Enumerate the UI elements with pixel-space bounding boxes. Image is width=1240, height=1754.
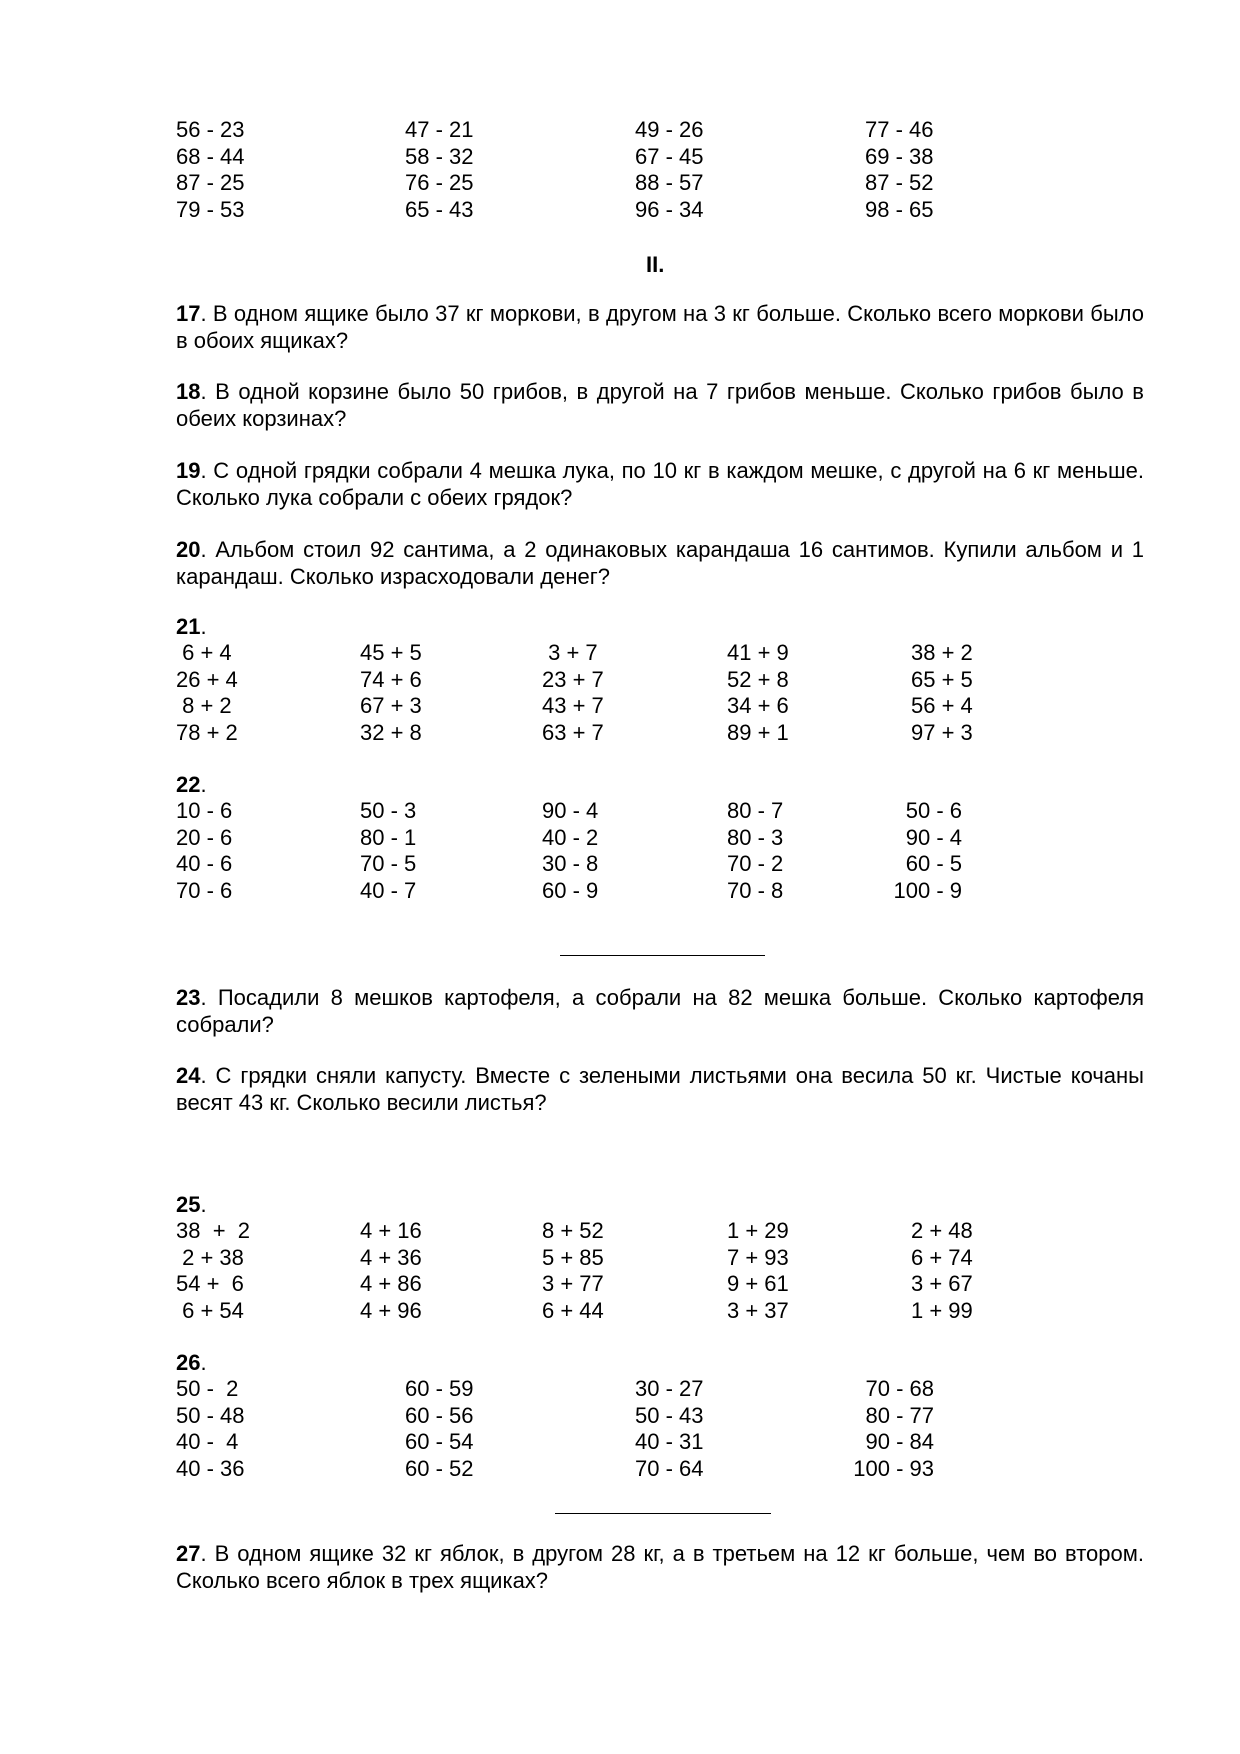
grid-row (176, 1244, 973, 1272)
expression: 50 - 48 (176, 1402, 245, 1428)
expression: 68 - 44 (176, 143, 245, 169)
expression: 100 - 9 (893, 877, 962, 903)
expression: 80 - 1 (360, 824, 417, 850)
grid-row (176, 640, 973, 667)
expression: 54 + 6 (176, 1271, 244, 1296)
expression: 65 + 5 (911, 666, 973, 692)
expression: 74 + 6 (360, 666, 422, 692)
problem-24 (176, 1062, 1144, 1116)
grid-row (176, 143, 934, 171)
expression: 38 + 2 (176, 1218, 251, 1243)
expression: 89 + 1 (727, 719, 789, 745)
problem-number: 20 (176, 537, 201, 562)
expression: 58 - 32 (405, 143, 474, 169)
expression: 56 + 4 (911, 693, 973, 718)
expression: 26 + 4 (176, 666, 238, 692)
expression: 70 - 2 (727, 851, 784, 876)
problem-text: . С грядки сняли капусту. Вместе с зелеными листьями она весила 50 кг. Чистые кочаны весят 43 кг. Сколько весили листья? (176, 1063, 1144, 1115)
expression: 1 + 99 (911, 1297, 973, 1323)
expression: 41 + 9 (727, 640, 789, 665)
expression: 56 - 23 (176, 117, 245, 142)
expression: 60 - 52 (405, 1455, 474, 1481)
expression: 3 + 7 (542, 640, 598, 665)
expression: 90 - 4 (542, 798, 599, 823)
problem-17 (176, 300, 1144, 354)
grid-row (176, 1402, 934, 1430)
expression: 70 - 6 (176, 877, 233, 903)
exercise-21-grid (176, 640, 973, 746)
expression: 6 + 74 (911, 1244, 973, 1270)
expression: 2 + 48 (911, 1218, 973, 1243)
expression: 40 - 6 (176, 851, 233, 876)
expression: 30 - 27 (635, 1376, 704, 1401)
expression: 97 + 3 (911, 719, 973, 745)
problem-text: . В одной корзине было 50 грибов, в другой на 7 грибов меньше. Сколько грибов было в обеих корзинах? (176, 379, 1144, 431)
expression: 3 + 77 (542, 1271, 604, 1296)
expression: 6 + 44 (542, 1297, 604, 1323)
problem-number: 19 (176, 458, 201, 483)
expression: 70 - 5 (360, 851, 417, 876)
expression: 50 - 3 (360, 798, 417, 823)
expression: 7 + 93 (727, 1244, 789, 1270)
expression: 40 - 4 (176, 1429, 239, 1454)
expression: 50 - 2 (176, 1376, 239, 1401)
expression: 40 - 31 (635, 1429, 704, 1454)
expression: 32 + 8 (360, 719, 422, 745)
expression: 45 + 5 (360, 640, 422, 665)
exercise-number: 25 (176, 1192, 201, 1217)
exercise-22-grid (176, 798, 962, 904)
top-subtraction-grid (176, 117, 934, 223)
expression: 30 - 8 (542, 851, 599, 876)
expression: 90 - 84 (865, 1429, 934, 1454)
expression: 52 + 8 (727, 666, 789, 692)
grid-row (176, 1376, 934, 1403)
expression: 80 - 3 (727, 824, 784, 850)
exercise-22-label (176, 772, 207, 798)
exercise-number: 22 (176, 772, 201, 797)
expression: 50 - 43 (635, 1402, 704, 1428)
expression: 40 - 7 (360, 877, 417, 903)
expression: 49 - 26 (635, 117, 704, 142)
expression: 70 - 68 (865, 1376, 934, 1401)
problem-text: . С одной грядки собрали 4 мешка лука, по 10 кг в каждом мешке, с другой на 6 кг меньше. Сколько лука собрали с обеих грядок? (176, 458, 1144, 510)
expression: 67 - 45 (635, 143, 704, 169)
expression: 40 - 36 (176, 1455, 245, 1481)
expression: 67 + 3 (360, 693, 422, 718)
exercise-dot: . (200, 1350, 207, 1375)
section-title: II. (646, 252, 665, 277)
exercise-dot: . (200, 1192, 207, 1217)
grid-row (176, 170, 934, 197)
expression: 76 - 25 (405, 170, 474, 195)
expression: 38 + 2 (911, 640, 973, 665)
expression: 8 + 52 (542, 1218, 604, 1243)
expression: 6 + 4 (176, 640, 232, 665)
problem-23 (176, 984, 1144, 1038)
grid-row (176, 824, 962, 852)
problem-number: 27 (176, 1541, 201, 1566)
problem-18 (176, 378, 1144, 432)
expression: 4 + 86 (360, 1271, 422, 1296)
exercise-dot: . (200, 772, 207, 797)
exercise-26-grid (176, 1376, 934, 1482)
expression: 43 + 7 (542, 693, 604, 718)
problem-text: . В одном ящике было 37 кг моркови, в другом на 3 кг больше. Сколько всего моркови было в обоих ящиках? (176, 301, 1144, 353)
exercise-number: 21 (176, 614, 201, 639)
exercise-25-label (176, 1192, 207, 1218)
expression: 60 - 56 (405, 1402, 474, 1428)
expression: 6 + 54 (176, 1297, 244, 1323)
problem-number: 23 (176, 985, 201, 1010)
grid-row (176, 1455, 934, 1483)
exercise-dot: . (200, 614, 207, 639)
expression: 70 - 8 (727, 877, 784, 903)
grid-row (176, 1218, 973, 1245)
expression: 87 - 25 (176, 170, 245, 195)
expression: 4 + 16 (360, 1218, 422, 1243)
expression: 80 - 77 (865, 1402, 934, 1428)
grid-row (176, 1429, 934, 1456)
divider-line (560, 955, 765, 956)
exercise-number: 26 (176, 1350, 201, 1375)
expression: 60 - 5 (905, 851, 962, 876)
expression: 40 - 2 (542, 824, 599, 850)
divider-line (555, 1513, 771, 1514)
grid-row (176, 877, 962, 905)
grid-row (176, 798, 962, 825)
expression: 78 + 2 (176, 719, 238, 745)
grid-row (176, 1297, 973, 1325)
problem-number: 18 (176, 379, 201, 404)
problem-27 (176, 1540, 1144, 1594)
expression: 20 - 6 (176, 824, 233, 850)
problem-19 (176, 457, 1144, 511)
expression: 4 + 36 (360, 1244, 422, 1270)
problem-number: 24 (176, 1063, 201, 1088)
expression: 60 - 54 (405, 1429, 474, 1454)
expression: 80 - 7 (727, 798, 784, 823)
problem-text: . Посадили 8 мешков картофеля, а собрали на 82 мешка больше. Сколько картофеля собрали? (176, 985, 1144, 1037)
problem-number: 17 (176, 301, 201, 326)
grid-row (176, 666, 973, 694)
expression: 1 + 29 (727, 1218, 789, 1243)
expression: 96 - 34 (635, 196, 704, 222)
expression: 4 + 96 (360, 1297, 422, 1323)
exercise-21-label (176, 614, 207, 640)
expression: 79 - 53 (176, 196, 245, 222)
expression: 90 - 4 (905, 824, 962, 850)
expression: 63 + 7 (542, 719, 604, 745)
expression: 69 - 38 (865, 143, 934, 169)
expression: 9 + 61 (727, 1271, 789, 1296)
expression: 2 + 38 (176, 1244, 244, 1270)
expression: 34 + 6 (727, 693, 789, 718)
problem-text: . Альбом стоил 92 сантима, а 2 одинаковых карандаша 16 сантимов. Купили альбом и 1 карандаш. Сколько израсходовали денег? (176, 537, 1144, 589)
expression: 100 - 93 (853, 1455, 934, 1481)
grid-row (176, 1271, 973, 1298)
expression: 60 - 9 (542, 877, 599, 903)
expression: 8 + 2 (176, 693, 232, 718)
expression: 10 - 6 (176, 798, 233, 823)
grid-row (176, 851, 962, 878)
grid-row (176, 693, 973, 720)
expression: 3 + 67 (911, 1271, 973, 1296)
expression: 65 - 43 (405, 196, 474, 222)
problem-text: . В одном ящике 32 кг яблок, в другом 28 кг, а в третьем на 12 кг больше, чем во втором. Сколько всего яблок в трех ящиках? (176, 1541, 1144, 1593)
expression: 23 + 7 (542, 666, 604, 692)
expression: 70 - 64 (635, 1455, 704, 1481)
expression: 88 - 57 (635, 170, 704, 195)
problem-20 (176, 536, 1144, 590)
grid-row (176, 196, 934, 224)
grid-row (176, 117, 934, 144)
expression: 87 - 52 (865, 170, 934, 195)
expression: 77 - 46 (865, 117, 934, 142)
exercise-26-label (176, 1350, 207, 1376)
grid-row (176, 719, 973, 747)
expression: 3 + 37 (727, 1297, 789, 1323)
expression: 98 - 65 (865, 196, 934, 222)
expression: 60 - 59 (405, 1376, 474, 1401)
exercise-25-grid (176, 1218, 973, 1324)
expression: 47 - 21 (405, 117, 474, 142)
expression: 5 + 85 (542, 1244, 604, 1270)
expression: 50 - 6 (905, 798, 962, 823)
